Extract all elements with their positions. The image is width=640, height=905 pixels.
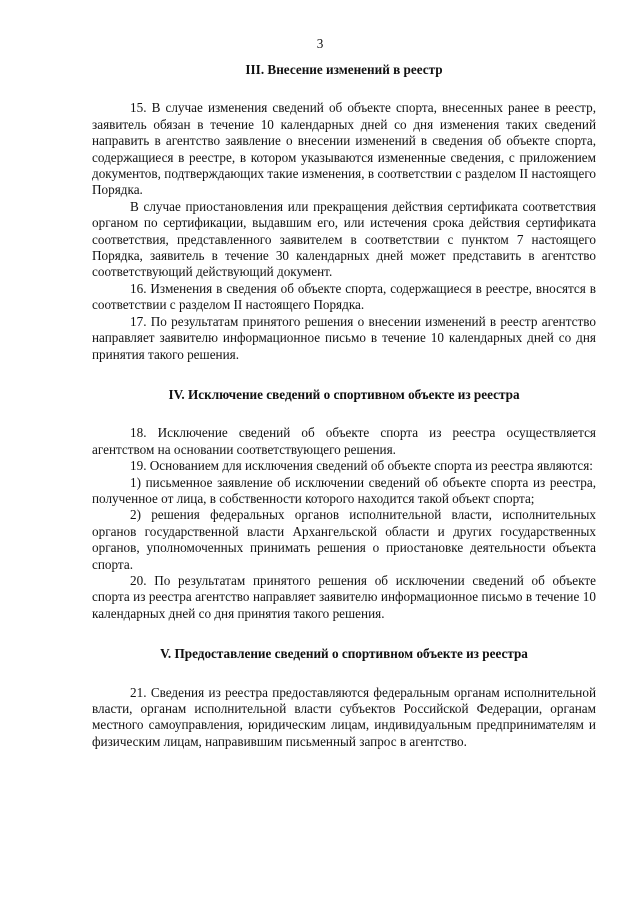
paragraph-15-continued: В случае приостановления или прекращения действия сертификата соответствия органом по сертификации, выдавшим его, или истечения срока действия сертификата соответствия, представленного заявителем в соответствии с пунктом 7 настоящего Порядка, заявитель в течение 30 календарных дней может представить в агентство соответствующий действующий документ.	[92, 198, 596, 280]
section-4	[92, 387, 596, 622]
paragraph-18: 18. Исключение сведений об объекте спорта из реестра осуществляется агентством на основании соответствующего решения.	[92, 425, 596, 457]
paragraph-19: 19. Основанием для исключения сведений об объекте спорта из реестра являются:	[130, 458, 593, 474]
section-heading: III. Внесение изменений в реестр	[245, 62, 443, 77]
section-5	[92, 646, 596, 750]
section-heading: V. Предоставление сведений о спортивном объекте из реестра	[160, 646, 528, 662]
page-number: 3	[316, 36, 324, 51]
section-3	[92, 62, 596, 363]
paragraph-19-item-1: 1) письменное заявление об исключении сведений об объекте спорта из реестра, полученное от лица, в собственности которого находится такой объект спорта;	[92, 474, 596, 506]
section-heading: IV. Исключение сведений о спортивном объекте из реестра	[168, 386, 520, 402]
paragraph-15: 15. В случае изменения сведений об объекте спорта, внесенных ранее в реестр, заявитель обязан в течение 10 календарных дней со дня изменения таких сведений направить в агентство заявление о внесении изменений в сведения об объекте спорта, содержащиеся в реестре, в котором указываются измененные сведения, с приложением документов, подтверждающих такие изменения, в соответствии с разделом II настоящего Порядка.	[92, 100, 596, 198]
paragraph-17: 17. По результатам принятого решения о внесении изменений в реестр агентство направляет заявителю информационное письмо в течение 10 календарных дней со дня принятия такого решения.	[92, 313, 596, 362]
document-body	[92, 62, 596, 750]
paragraph-19-item-2: 2) решения федеральных органов исполнительной власти, исполнительных органов государственной власти Архангельской области и других государственных органов, уполномоченных принимать решения о приостановке деятельности объекта спорта.	[92, 507, 596, 572]
paragraph-20: 20. По результатам принятого решения об исключении сведений об объекте спорта из реестра агентство направляет заявителю информационное письмо в течение 10 календарных дней со дня принятия такого решения.	[92, 572, 596, 621]
paragraph-21: 21. Сведения из реестра предоставляются федеральным органам исполнительной власти, органам исполнительной власти субъектов Российской Федерации, органам местного самоуправления, юридическим лицам, индивидуальным предпринимателям и физическим лицам, направившим письменный запрос в агентство.	[92, 684, 596, 749]
paragraph-16: 16. Изменения в сведения об объекте спорта, содержащиеся в реестре, вносятся в соответствии с разделом II настоящего Порядка.	[92, 280, 596, 313]
